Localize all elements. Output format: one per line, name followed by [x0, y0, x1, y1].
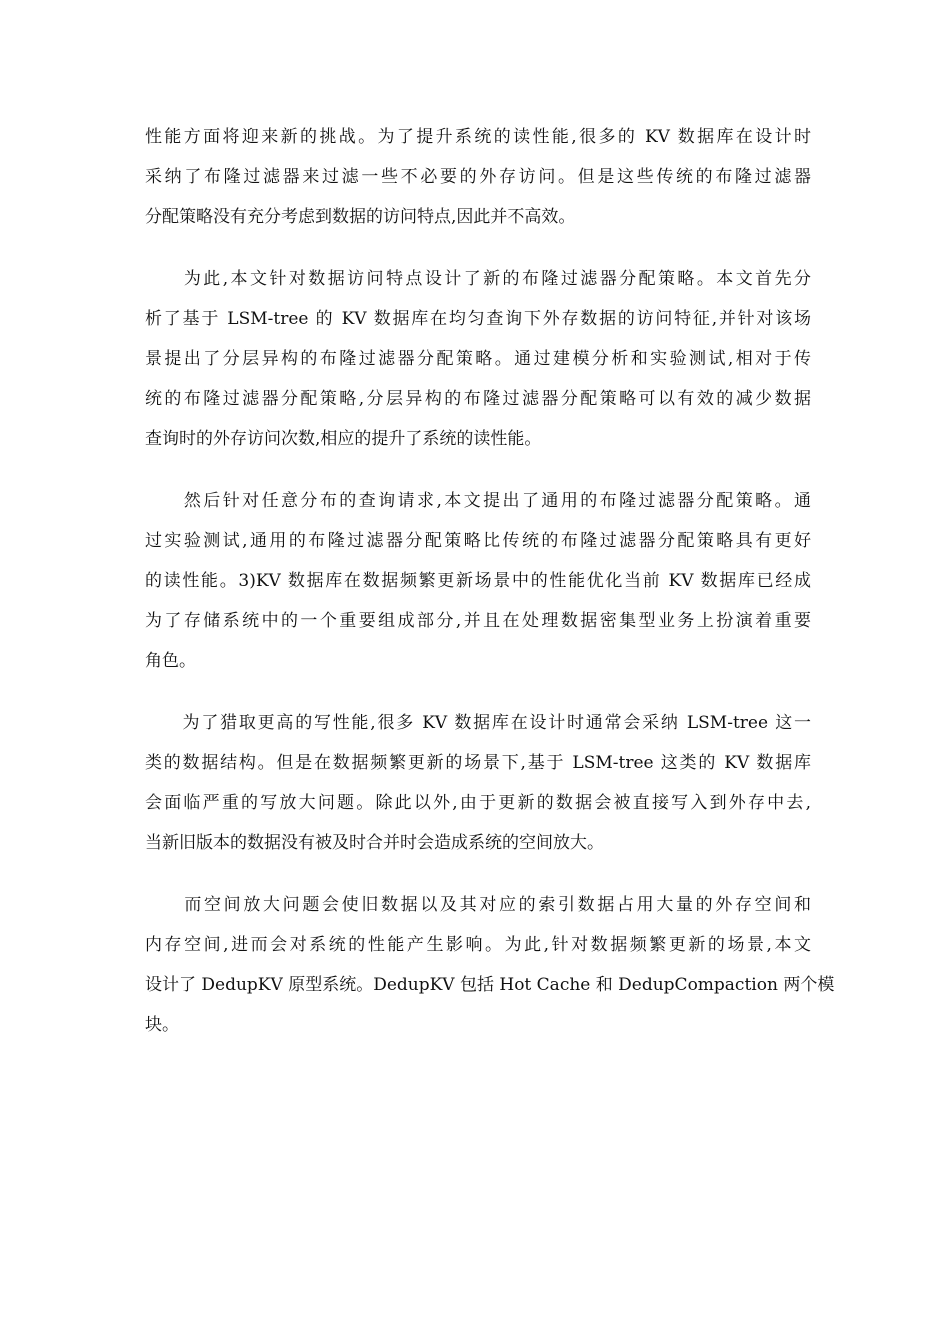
paragraph-2: [145, 259, 811, 459]
text-line: 性能方面将迎来新的挑战。为了提升系统的读性能,很多的 KV 数据库在设计时: [145, 127, 811, 147]
text-line: 采纳了布隆过滤器来过滤一些不必要的外存访问。但是这些传统的布隆过滤器: [145, 167, 811, 187]
text-line: 景提出了分层异构的布隆过滤器分配策略。通过建模分析和实验测试,相对于传: [145, 349, 811, 369]
paragraph-1: [145, 117, 811, 237]
text-line: 为了猎取更高的写性能,很多 KV 数据库在设计时通常会采纳 LSM-tree 这一: [145, 713, 811, 733]
paragraph-5: [145, 885, 835, 1045]
text-line: 查询时的外存访问次数,相应的提升了系统的读性能。: [145, 429, 542, 449]
text-line: 类的数据结构。但是在数据频繁更新的场景下,基于 LSM-tree 这类的 KV 数据库: [145, 753, 811, 773]
text-line: 过实验测试,通用的布隆过滤器分配策略比传统的布隆过滤器分配策略具有更好: [145, 531, 811, 551]
text-line: 块。: [145, 1015, 179, 1035]
text-line: 为了存储系统中的一个重要组成部分,并且在处理数据密集型业务上扮演着重要: [145, 611, 811, 631]
paragraph-4: [145, 703, 811, 863]
text-line: 内存空间,进而会对系统的性能产生影响。为此,针对数据频繁更新的场景,本文: [145, 935, 811, 955]
text-line: 统的布隆过滤器分配策略,分层异构的布隆过滤器分配策略可以有效的减少数据: [145, 389, 811, 409]
body-text: [145, 117, 835, 1067]
text-line: 会面临严重的写放大问题。除此以外,由于更新的数据会被直接写入到外存中去,: [145, 793, 811, 813]
text-line: 分配策略没有充分考虑到数据的访问特点,因此并不高效。: [145, 207, 576, 227]
text-line: 为此,本文针对数据访问特点设计了新的布隆过滤器分配策略。本文首先分: [145, 269, 811, 289]
text-line: 设计了 DedupKV 原型系统。DedupKV 包括 Hot Cache 和 DedupCompaction 两个模: [145, 975, 835, 995]
text-line: 然后针对任意分布的查询请求,本文提出了通用的布隆过滤器分配策略。通: [145, 491, 811, 511]
text-line: 而空间放大问题会使旧数据以及其对应的索引数据占用大量的外存空间和: [145, 895, 811, 915]
text-line: 当新旧版本的数据没有被及时合并时会造成系统的空间放大。: [145, 833, 604, 853]
text-line: 的读性能。3)KV 数据库在数据频繁更新场景中的性能优化当前 KV 数据库已经成: [145, 571, 811, 591]
text-line: 角色。: [145, 651, 196, 671]
paragraph-3: [145, 481, 811, 681]
text-line: 析了基于 LSM-tree 的 KV 数据库在均匀查询下外存数据的访问特征,并针对该场: [145, 309, 811, 329]
